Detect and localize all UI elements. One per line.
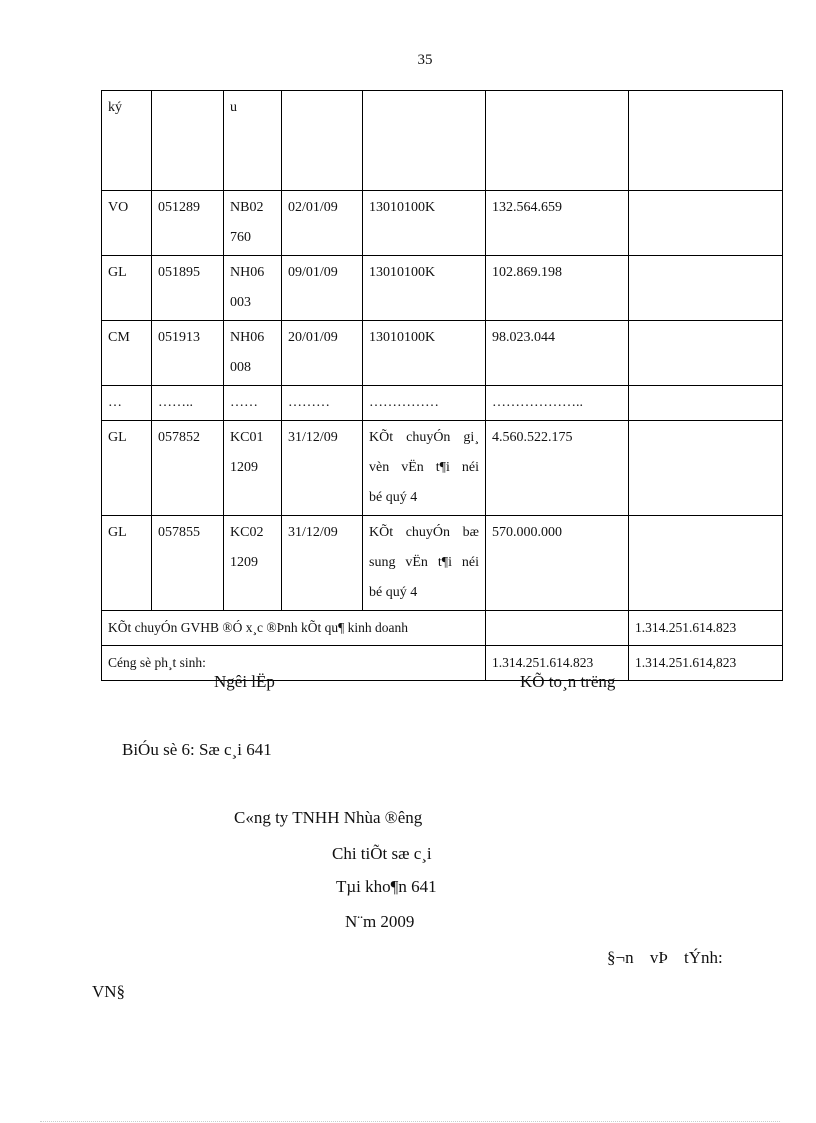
table-cell: …………… xyxy=(363,386,486,421)
table-cell xyxy=(363,91,486,191)
table-cell: u xyxy=(224,91,282,191)
table-cell xyxy=(224,256,282,321)
cell-line: bé quý 4 xyxy=(369,585,418,600)
table-cell: ……………….. xyxy=(486,386,629,421)
transfer-label: KÕt chuyÓn GVHB ®Ó x¸c ®Þnh kÕt qu¶ kinh doanh xyxy=(102,611,486,646)
table-cell: 31/12/09 xyxy=(282,516,363,611)
table-cell xyxy=(629,256,783,321)
total-credit: 1.314.251.614,823 xyxy=(629,646,783,681)
cell-line: NH06 xyxy=(230,330,265,345)
table-cell: … xyxy=(102,386,152,421)
table-cell: 13010100K xyxy=(363,256,486,321)
table-cell: ký xyxy=(102,91,152,191)
cell-line: NB02 xyxy=(230,200,264,215)
table-cell xyxy=(629,191,783,256)
total-row xyxy=(102,646,783,681)
table-cell: 02/01/09 xyxy=(282,191,363,256)
table-cell xyxy=(486,91,629,191)
cell-line: 1209 xyxy=(230,555,258,570)
table-cell: 051913 xyxy=(152,321,224,386)
table-cell xyxy=(363,421,486,516)
cell-line: 1209 xyxy=(230,460,258,475)
transfer-row xyxy=(102,611,783,646)
table-cell xyxy=(629,91,783,191)
table-cell: ……… xyxy=(282,386,363,421)
signature-chief-accountant: KÕ to¸n trëng xyxy=(520,672,616,691)
table-cell: …….. xyxy=(152,386,224,421)
cell-line: KC02 xyxy=(230,525,264,540)
transfer-debit xyxy=(486,611,629,646)
table-cell xyxy=(629,386,783,421)
table-cell: 132.564.659 xyxy=(486,191,629,256)
table-cell xyxy=(629,321,783,386)
transfer-credit: 1.314.251.614.823 xyxy=(629,611,783,646)
unit-label: §¬n vÞ tÝnh: xyxy=(607,948,723,967)
signature-preparer: Ngêi lËp xyxy=(214,672,275,691)
table-cell: 13010100K xyxy=(363,321,486,386)
table-cell: 20/01/09 xyxy=(282,321,363,386)
cell-line: KC01 xyxy=(230,430,264,445)
ledger-title: Chi tiÕt sæ c¸i xyxy=(332,844,432,863)
table-cell xyxy=(224,321,282,386)
account-number: Tµi kho¶n 641 xyxy=(336,877,437,896)
table-row xyxy=(102,386,783,421)
total-debit: 1.314.251.614.823 xyxy=(486,646,629,681)
table-cell: 102.869.198 xyxy=(486,256,629,321)
ledger-table xyxy=(101,90,783,681)
table-row xyxy=(102,91,783,191)
table-cell: …… xyxy=(224,386,282,421)
table-cell: 051289 xyxy=(152,191,224,256)
table-cell xyxy=(363,516,486,611)
cell-line: KÕt chuyÓn gi¸ xyxy=(369,430,479,445)
table-cell: 13010100K xyxy=(363,191,486,256)
table-row xyxy=(102,256,783,321)
exhibit-caption: BiÓu sè 6: Sæ c¸i 641 xyxy=(122,740,272,759)
table-row xyxy=(102,516,783,611)
fiscal-year: N¨m 2009 xyxy=(345,912,415,931)
company-name: C«ng ty TNHH Nhùa ®êng xyxy=(234,808,423,827)
table-row xyxy=(102,321,783,386)
table-cell xyxy=(224,191,282,256)
cell-line: bé quý 4 xyxy=(369,490,418,505)
cell-line: sung vËn t¶i néi xyxy=(369,555,479,570)
table-cell: 31/12/09 xyxy=(282,421,363,516)
cell-line: KÕt chuyÓn bæ xyxy=(369,525,479,540)
unit-value: VN§ xyxy=(92,982,126,1001)
cell-line: NH06 xyxy=(230,265,265,280)
page-number: 35 xyxy=(417,52,433,68)
table-cell: GL xyxy=(102,421,152,516)
table-cell: GL xyxy=(102,516,152,611)
cell-line: 003 xyxy=(230,295,251,310)
table-cell: 4.560.522.175 xyxy=(486,421,629,516)
table-cell xyxy=(282,91,363,191)
cell-line: 760 xyxy=(230,230,251,245)
table-cell xyxy=(224,516,282,611)
table-cell: CM xyxy=(102,321,152,386)
table-cell: 057852 xyxy=(152,421,224,516)
cell-line: vèn vËn t¶i néi xyxy=(369,460,479,475)
table-cell: VO xyxy=(102,191,152,256)
table-cell: 057855 xyxy=(152,516,224,611)
page-divider xyxy=(40,1121,780,1122)
table-cell xyxy=(629,421,783,516)
table-cell xyxy=(629,516,783,611)
table-cell xyxy=(224,421,282,516)
table-cell: 570.000.000 xyxy=(486,516,629,611)
total-label: Céng sè ph¸t sinh: xyxy=(102,646,486,681)
table-row xyxy=(102,191,783,256)
table-cell xyxy=(152,91,224,191)
table-row xyxy=(102,421,783,516)
table-cell: 09/01/09 xyxy=(282,256,363,321)
table-cell: 051895 xyxy=(152,256,224,321)
table-cell: 98.023.044 xyxy=(486,321,629,386)
cell-line: 008 xyxy=(230,360,251,375)
table-cell: GL xyxy=(102,256,152,321)
